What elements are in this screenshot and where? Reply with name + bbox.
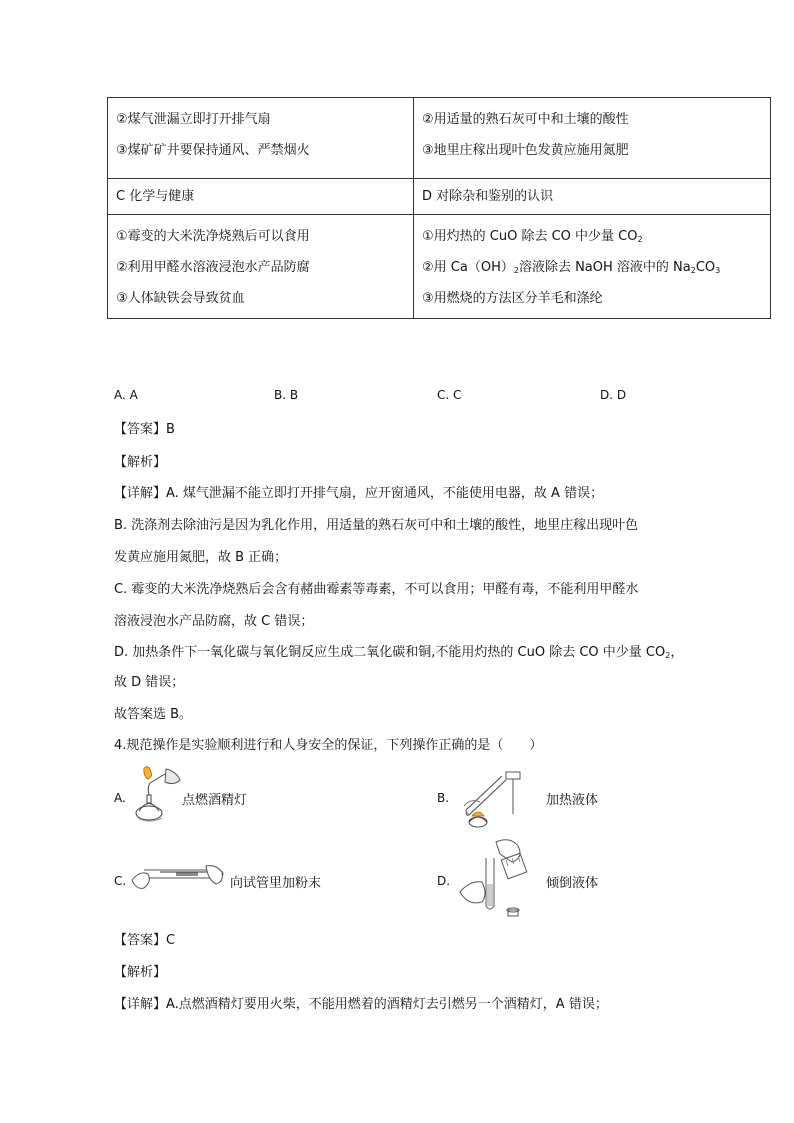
cell-line: ②煤气泄漏立即打开排气扇 [116, 112, 271, 127]
q3-detail-line: 溶液浸泡水产品防腐，故 C 错误； [114, 614, 314, 629]
q4-option-c-letter: C. [114, 874, 127, 888]
q3-option-c: C. C [437, 388, 462, 402]
cell-line: ③煤矿矿井要保持通风、严禁烟火 [116, 143, 310, 158]
cell-line: ③人体缺铁会导致贫血 [116, 291, 245, 306]
lighting-alcohol-lamp-illustration [132, 766, 182, 824]
cell-line: ②利用甲醛水溶液浸泡水产品防腐 [116, 260, 310, 275]
table-cell-d [414, 215, 771, 319]
q4-option-b-label: 加热液体 [546, 793, 599, 808]
cell-line: ②用 $Ca(OH)_2$溶液除去 NaOH 溶液中的 $Na_2CO_3$ [422, 260, 721, 275]
cell-line: ③地里庄稼出现叶色发黄应施用氮肥 [422, 143, 629, 158]
cell-line: ③用燃烧的方法区分羊毛和涤纶 [422, 291, 603, 306]
q4-option-b-letter: B. [437, 791, 450, 805]
q4-option-c-label: 向试管里加粉末 [230, 876, 322, 891]
q4-detail-line: 【详解】A.点燃酒精灯要用火柴，不能用燃着的酒精灯去引燃另一个酒精灯，A 错误； [114, 997, 608, 1012]
cell-heading: C 化学与健康 [116, 189, 195, 204]
table-cell-b [414, 98, 771, 179]
q3-detail-line: D. 加热条件下一氧化碳与氧化铜反应生成二氧化碳和铜,不能用灼热的 CuO 除去 CO 中少量 $CO_2$， [114, 645, 684, 660]
q3-detail-line: B. 洗涤剂去除油污是因为乳化作用，用适量的熟石灰可中和土壤的酸性，地里庄稼出现叶色 [114, 518, 639, 533]
q3-conclusion: 故答案选 B。 [114, 707, 193, 722]
q4-option-a-label: 点燃酒精灯 [182, 793, 248, 808]
cell-heading: D 对除杂和鉴别的认识 [422, 189, 554, 204]
q4-option-a-letter: A. [114, 791, 126, 805]
knowledge-table [107, 97, 771, 319]
q3-detail-line: 发黄应施用氮肥，故 B 正确； [114, 550, 288, 565]
table-cell-c [108, 215, 414, 319]
pouring-liquid-illustration [456, 836, 536, 918]
q3-option-d: D. D [600, 388, 627, 402]
q3-detail-line: 故 D 错误； [114, 675, 185, 690]
q3-detail-line: C. 霉变的大米洗净烧熟后会含有赭曲霉素等毒素，不可以食用；甲醛有毒，不能利用甲醛水 [114, 582, 639, 597]
q4-option-d-letter: D. [437, 874, 451, 888]
heating-liquid-illustration [458, 768, 524, 828]
q3-analysis-heading: 【解析】 [114, 455, 167, 470]
cell-line: ①霉变的大米洗净烧熟后可以食用 [116, 229, 310, 244]
table-header-d [414, 179, 771, 215]
cell-line: ②用适量的熟石灰可中和土壤的酸性 [422, 112, 629, 127]
q4-stem: 4.规范操作是实验顺利进行和人身安全的保证，下列操作正确的是（ ） [114, 738, 543, 753]
q4-analysis-heading: 【解析】 [114, 965, 167, 980]
q4-option-d-label: 倾倒液体 [546, 876, 599, 891]
cell-line: ①用灼热的 CuO 除去 CO 中少量 $CO_2$ [422, 229, 643, 244]
q3-option-a: A. A [114, 388, 138, 402]
q3-option-b: B. B [274, 388, 299, 402]
table-cell-a [108, 98, 414, 179]
adding-powder-illustration [130, 856, 230, 894]
q3-detail-line: 【详解】A. 煤气泄漏不能立即打开排气扇，应开窗通风，不能使用电器，故 A 错误； [114, 486, 604, 501]
table-header-c [108, 179, 414, 215]
q4-answer: 【答案】C [114, 933, 176, 948]
q3-answer: 【答案】B [114, 422, 175, 437]
